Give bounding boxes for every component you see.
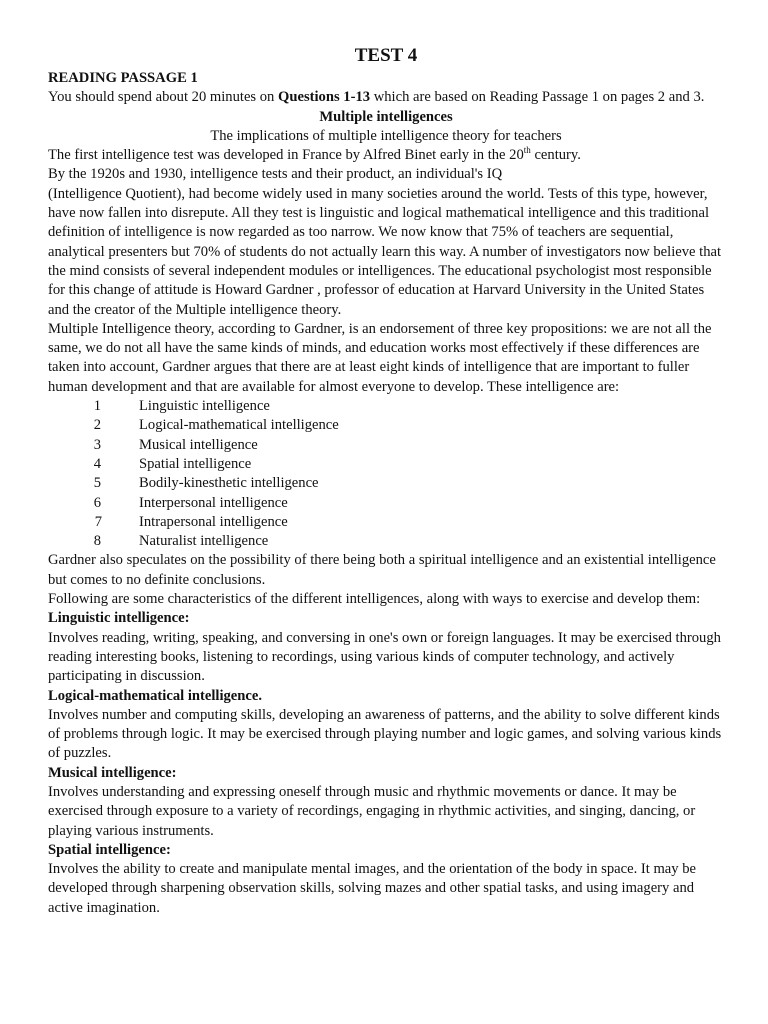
- passage-heading: READING PASSAGE 1: [48, 70, 198, 86]
- paragraph-1-line-1: By the 1920s and 1930, intelligence tests and their product, an individual's IQ: [48, 166, 503, 183]
- list-item-number: 2: [93, 417, 101, 434]
- list-item: [48, 436, 724, 455]
- list-item-label: Linguistic intelligence: [139, 398, 270, 415]
- intelligence-list: [48, 397, 724, 551]
- list-item-number: 3: [93, 436, 101, 453]
- intro-sentence: [48, 146, 724, 165]
- list-item-label: Musical intelligence: [139, 436, 258, 453]
- list-item: [48, 397, 724, 416]
- section-body-musical: Involves understanding and expressing oneself through music and rhythmic movements or dance. It may be exercised through exposure to a variety of recordings, engaging in rhythmic activities, and singing, dancing, or playing various instruments.: [48, 783, 696, 839]
- list-item: [48, 532, 724, 551]
- paragraph-2: Multiple Intelligence theory, according to Gardner, is an endorsement of three key propositions: we are not all the same, we do not all have the same kinds of minds, and education works most effectively if these differences are taken into account, Gardner argues that there are at least eight kinds of intelligence that are important to fuller human development and that are available for almost everyone to develop. These intelligence are:: [48, 320, 712, 395]
- test-title: TEST 4: [354, 45, 418, 66]
- list-item-number: 1: [93, 398, 101, 415]
- list-item-label: Intrapersonal intelligence: [139, 513, 288, 530]
- section-heading-linguistic: Linguistic intelligence:: [48, 610, 190, 627]
- instructions: [48, 88, 724, 107]
- paragraph-3: Gardner also speculates on the possibility of there being both a spiritual intelligence and an existential intelligence but comes to no definite conclusions.: [48, 552, 716, 588]
- list-item: [48, 513, 724, 532]
- intro-superscript: th: [523, 145, 531, 156]
- intro-pre: The first intelligence test was developed in France by Alfred Binet early in the 20: [48, 147, 524, 164]
- paragraph-4: Following are some characteristics of the different intelligences, along with ways to exercise and develop them:: [48, 591, 701, 608]
- intro-post: century.: [530, 147, 581, 164]
- list-item-label: Logical-mathematical intelligence: [139, 417, 339, 434]
- section-body-spatial: Involves the ability to create and manipulate mental images, and the orientation of the body in space. It may be developed through sharpening observation skills, solving mazes and other spatial tasks, and using imagery and active imagination.: [48, 861, 696, 916]
- instructions-questions: Questions 1-13: [278, 89, 371, 106]
- list-item-label: Naturalist intelligence: [139, 533, 269, 550]
- list-item-label: Bodily-kinesthetic intelligence: [139, 475, 319, 492]
- instructions-pre: You should spend about 20 minutes on: [48, 89, 279, 106]
- section-heading-musical: Musical intelligence:: [48, 764, 177, 781]
- instructions-post: which are based on Reading Passage 1 on pages 2 and 3.: [370, 89, 705, 106]
- section-heading-logical-mathematical: Logical-mathematical intelligence.: [48, 687, 262, 704]
- list-item: [48, 416, 724, 435]
- list-item: [48, 474, 724, 493]
- section-body-linguistic: Involves reading, writing, speaking, and conversing in one's own or foreign languages. It may be exercised through reading interesting books, listening to recordings, using various kinds of computer technology, and actively participating in discussion.: [48, 629, 721, 685]
- list-item: [48, 455, 724, 474]
- list-item-number: 5: [93, 475, 101, 492]
- list-item-number: 8: [93, 533, 101, 550]
- list-item-number: 6: [93, 494, 101, 511]
- list-item-number: 4: [93, 455, 101, 472]
- paragraph-1: (Intelligence Quotient), had become widely used in many societies around the world. Tests of this type, however, have now fallen into disrepute. All they test is linguistic and logical mathematical intelligence and this traditional definition of intelligence is now regarded as too narrow. We now know that 75% of teachers are sequential, analytical presenters but 70% of students do not actually learn this way. A number of investigators now believe that the mind consists of several independent modules or intelligences. The educational psychologist most responsible for this change of attitude is Howard Gardner , professor of education at Harvard University in the United States and the creator of the Multiple intelligence theory.: [48, 185, 722, 318]
- article-title: Multiple intelligences: [319, 108, 453, 125]
- list-item-label: Interpersonal intelligence: [139, 494, 288, 511]
- section-body-logical-mathematical: Involves number and computing skills, developing an awareness of patterns, and the ability to solve different kinds of problems through logic. It may be exercised through playing number and logic games, and solving various kinds of puzzles.: [48, 706, 722, 762]
- list-item: [48, 494, 724, 513]
- list-item-number: 7: [94, 513, 102, 530]
- section-heading-spatial: Spatial intelligence:: [48, 841, 171, 858]
- list-item-label: Spatial intelligence: [139, 455, 252, 472]
- article-subtitle: The implications of multiple intelligence theory for teachers: [210, 127, 562, 144]
